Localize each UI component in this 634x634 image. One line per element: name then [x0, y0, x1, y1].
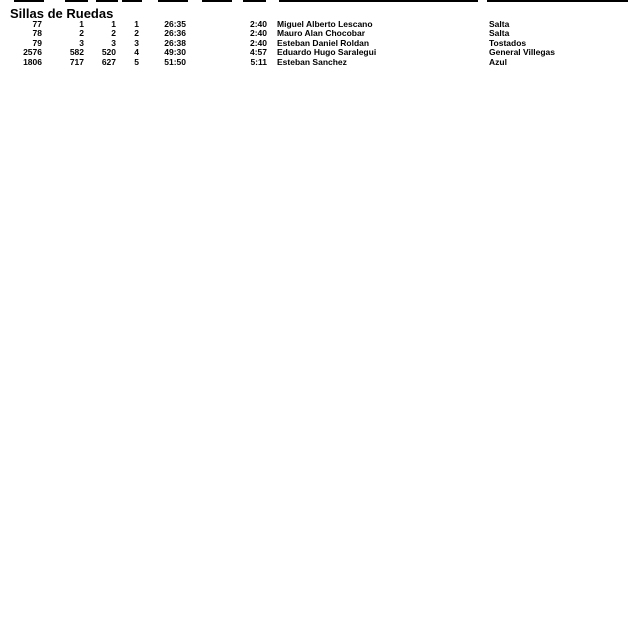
athlete-city: General Villegas: [489, 47, 555, 58]
division-position: 4: [134, 47, 139, 58]
division-position: 3: [134, 37, 139, 48]
athlete-city: Azul: [489, 56, 507, 67]
bib-number: 1806: [23, 56, 42, 67]
category-place: 2: [111, 28, 116, 39]
category-place: 627: [101, 56, 116, 67]
general-place: 3: [79, 37, 84, 48]
column-rule-bib: [14, 0, 44, 2]
athlete-city: Salta: [489, 28, 510, 39]
table-row: [0, 58, 634, 67]
column-rule-general: [65, 0, 88, 2]
finish-time: 26:38: [164, 37, 186, 48]
athlete-name: Mauro Alan Chocobar: [277, 28, 365, 39]
column-rule-category: [96, 0, 118, 2]
general-place: 582: [69, 47, 84, 58]
column-rule-city: [487, 0, 628, 2]
bib-number: 78: [32, 28, 42, 39]
division-position: 1: [134, 19, 139, 29]
pace: 2:40: [249, 37, 267, 48]
pace: 2:40: [249, 19, 267, 29]
athlete-name: Miguel Alberto Lescano: [277, 19, 373, 29]
column-rule-name: [279, 0, 478, 2]
category-place: 520: [101, 47, 116, 58]
pace: 4:57: [249, 47, 267, 58]
finish-time: 26:36: [164, 28, 186, 39]
section-title: Sillas de Ruedas: [10, 6, 114, 21]
category-place: 3: [111, 37, 116, 48]
athlete-city: Salta: [489, 19, 510, 29]
division-position: 2: [134, 28, 139, 39]
finish-time: 49:30: [164, 47, 186, 58]
column-rule-pace: [243, 0, 266, 2]
pace: 5:11: [250, 56, 267, 67]
general-place: 717: [69, 56, 84, 67]
column-rule-position: [122, 0, 142, 2]
column-rule-time: [158, 0, 188, 2]
athlete-name: Eduardo Hugo Saralegui: [277, 47, 377, 58]
athlete-city: Tostados: [489, 37, 527, 48]
column-rule-net-time: [202, 0, 232, 2]
finish-time: 26:35: [164, 19, 186, 29]
athlete-name: Esteban Daniel Roldan: [277, 37, 370, 48]
general-place: 1: [79, 19, 84, 29]
results-table: [0, 20, 634, 67]
finish-time: 51:50: [164, 56, 186, 67]
pace: 2:40: [249, 28, 267, 39]
division-position: 5: [134, 56, 139, 67]
bib-number: 2576: [23, 47, 42, 58]
category-place: 1: [111, 19, 116, 29]
athlete-name: Esteban Sanchez: [277, 56, 347, 67]
general-place: 2: [79, 28, 84, 39]
bib-number: 77: [32, 19, 42, 29]
bib-number: 79: [32, 37, 42, 48]
